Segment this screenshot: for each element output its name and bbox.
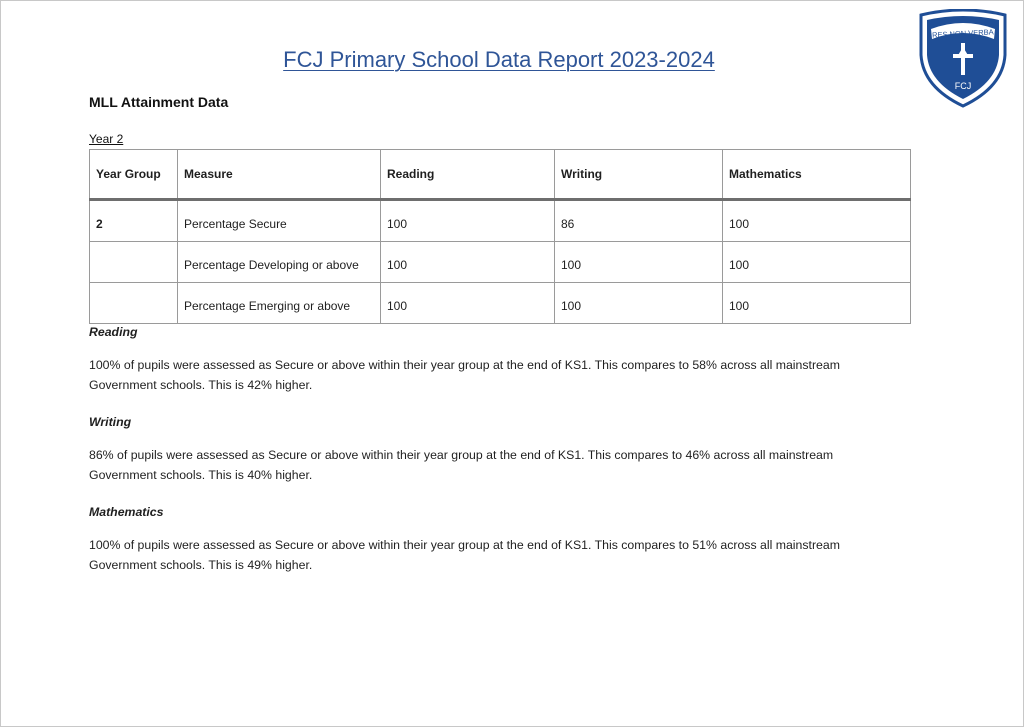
mathematics-paragraph: [89, 535, 909, 575]
school-crest-icon: [917, 9, 1009, 109]
table-row: [90, 283, 911, 324]
table-cell: 86: [555, 200, 723, 242]
column-header: Year Group: [90, 150, 178, 200]
year-subheading: Year 2: [89, 132, 124, 146]
table-cell: 100: [555, 283, 723, 324]
paragraph-line: Government schools. This is 49% higher.: [89, 558, 313, 572]
table-row: [90, 242, 911, 283]
crest-motto: RES NON VERBA: [931, 27, 994, 40]
table-cell: Percentage Secure: [178, 200, 381, 242]
paragraph-line: 86% of pupils were assessed as Secure or above within their year group at the end of KS1. This compares to 46% across all mainstream: [89, 448, 834, 462]
column-header: Measure: [178, 150, 381, 200]
writing-section: [89, 415, 909, 485]
table-cell: [90, 283, 178, 324]
paragraph-line: Government schools. This is 40% higher.: [89, 468, 313, 482]
reading-paragraph: [89, 355, 909, 395]
reading-section-title: Reading: [89, 325, 138, 339]
column-header: Writing: [555, 150, 723, 200]
column-header: Reading: [381, 150, 555, 200]
paragraph-line: 100% of pupils were assessed as Secure or above within their year group at the end of KS1. This compares to 58% across all mainstream: [89, 358, 840, 372]
table-cell: 100: [381, 200, 555, 242]
paragraph-line: 100% of pupils were assessed as Secure or above within their year group at the end of KS1. This compares to 51% across all mainstream: [89, 538, 840, 552]
writing-section-title: Writing: [89, 415, 132, 429]
paragraph-line: Government schools. This is 42% higher.: [89, 378, 313, 392]
table-cell: 100: [555, 242, 723, 283]
table-cell: 100: [381, 283, 555, 324]
section-heading: MLL Attainment Data: [89, 94, 229, 110]
table-cell: 2: [90, 200, 178, 242]
table-header-row: [90, 150, 911, 200]
reading-section: [89, 325, 909, 395]
table-cell: 100: [723, 200, 911, 242]
crest-initials: FCJ: [954, 81, 972, 91]
mathematics-section-title: Mathematics: [89, 505, 164, 519]
table-row: [90, 200, 911, 242]
table-cell: Percentage Developing or above: [178, 242, 381, 283]
column-header: Mathematics: [723, 150, 911, 200]
table-cell: 100: [381, 242, 555, 283]
mathematics-section: [89, 505, 909, 575]
attainment-table: [89, 149, 911, 324]
writing-paragraph: [89, 445, 909, 485]
page-title: FCJ Primary School Data Report 2023-2024: [283, 47, 715, 72]
table-cell: 100: [723, 242, 911, 283]
table-cell: 100: [723, 283, 911, 324]
table-cell: [90, 242, 178, 283]
table-cell: Percentage Emerging or above: [178, 283, 381, 324]
